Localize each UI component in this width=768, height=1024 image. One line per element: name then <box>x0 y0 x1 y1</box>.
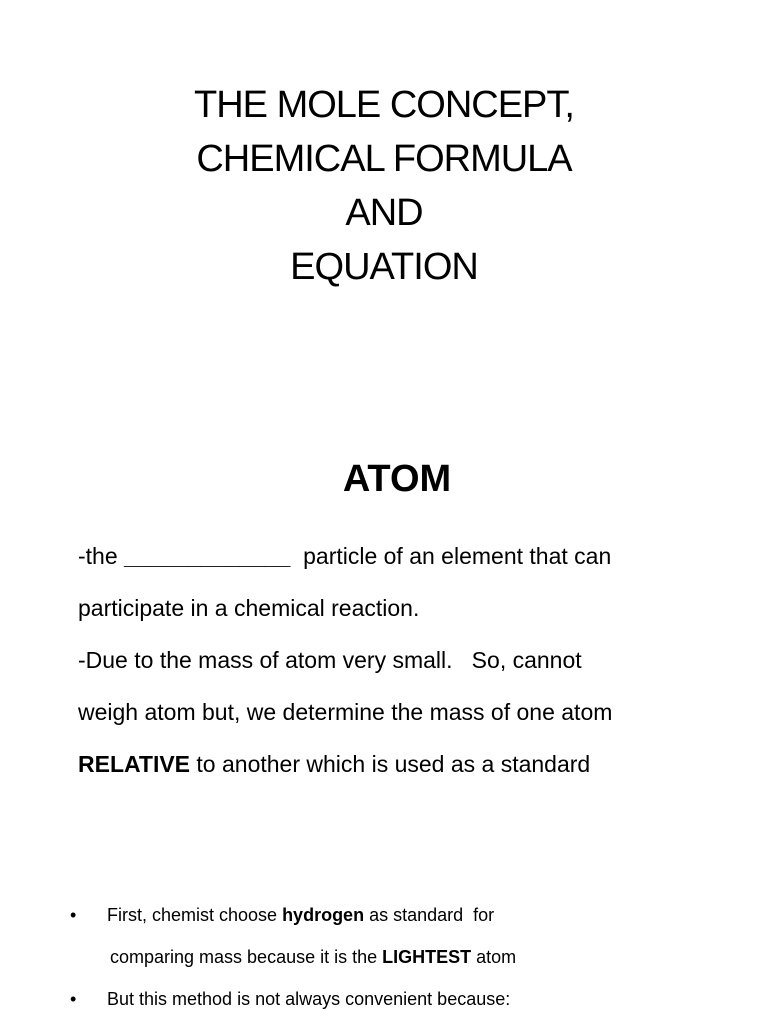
bullet-item-2 <box>70 978 750 1020</box>
bullet-list <box>70 894 750 1020</box>
bullet2-text: But this method is not always convenient because: <box>107 989 511 1009</box>
definition-line-1 <box>78 530 738 582</box>
bullet-marker: • <box>70 989 77 1009</box>
atom-heading: ATOM <box>342 458 452 500</box>
page-title <box>0 78 768 294</box>
fill-in-blank: _____________ <box>124 543 291 569</box>
atom-definition <box>78 530 738 790</box>
definition-line-5 <box>78 738 738 790</box>
bullet1-prefix: First, chemist choose <box>107 905 283 925</box>
hydrogen-keyword: hydrogen <box>282 905 365 925</box>
definition-line-2: participate in a chemical reaction. <box>78 595 420 621</box>
title-line-3: AND <box>345 192 423 234</box>
bullet-marker: • <box>70 905 77 925</box>
definition-line-4: weigh atom but, we determine the mass of one atom <box>78 699 613 725</box>
bullet1-suffix: as standard for <box>364 905 495 925</box>
definition-line-3: -Due to the mass of atom very small. So, cannot <box>78 647 582 673</box>
relative-keyword: RELATIVE <box>78 751 191 777</box>
line1-suffix: particle of an element that can <box>290 543 612 569</box>
title-line-4: EQUATION <box>290 246 478 288</box>
title-line-2: CHEMICAL FORMULA <box>196 138 572 180</box>
bullet-item-1 <box>70 894 750 936</box>
line1-prefix: -the <box>78 543 125 569</box>
title-line-1: THE MOLE CONCEPT, <box>194 84 574 126</box>
line5-rest: to another which is used as a standard <box>190 751 591 777</box>
bullet-item-1-continuation <box>70 936 750 978</box>
lightest-keyword: LIGHTEST <box>382 947 472 967</box>
bullet1-cont-suffix: atom <box>471 947 517 967</box>
bullet1-cont-prefix: comparing mass because it is the <box>110 947 383 967</box>
